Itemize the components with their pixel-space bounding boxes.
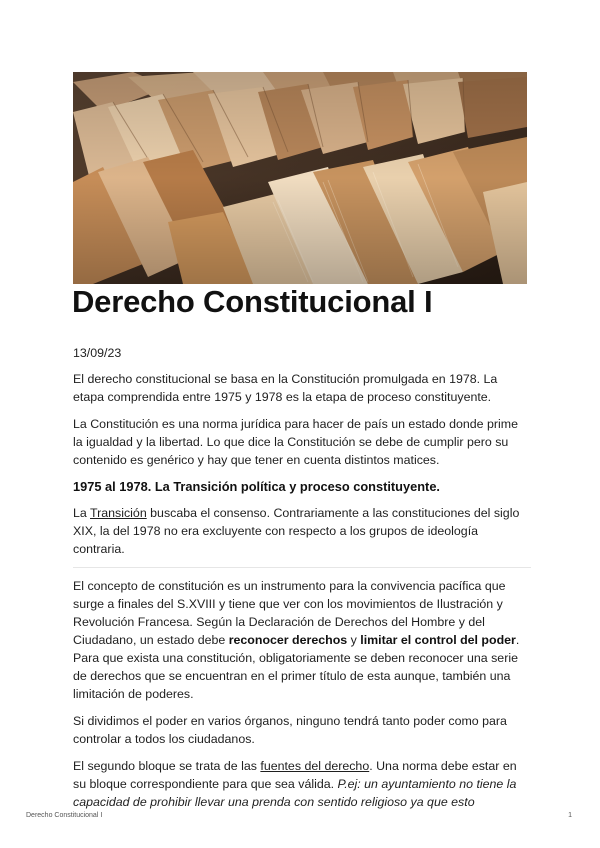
paragraph-transition <box>73 504 531 558</box>
paragraph-concept <box>73 577 531 703</box>
bold-limitar-poder: limitar el control del poder <box>360 633 516 647</box>
example-italic: P.ej: un ayuntamiento no tiene la capacidad de prohibir llevar una prenda con sentido religioso ya que esto <box>73 777 517 809</box>
paragraph-transition-start: La <box>73 506 91 520</box>
books-illustration <box>73 72 527 284</box>
paragraph-transition-end: buscaba el consenso. Contrariamente a las constituciones del siglo XIX, la del 1978 no era excluyente con respecto a los grupos de ideología contraria. <box>73 506 520 556</box>
page-footer <box>26 812 572 819</box>
paragraph-sources <box>73 757 531 811</box>
transicion-link[interactable]: Transición <box>90 506 147 520</box>
section-heading: 1975 al 1978. La Transición política y proceso constituyente. <box>73 479 440 494</box>
date-text: 13/09/23 <box>73 346 122 360</box>
bold-reconocer-derechos: reconocer derechos <box>228 633 348 647</box>
fuentes-derecho-link[interactable]: fuentes del derecho <box>260 759 370 773</box>
paragraph-sources-a: El segundo bloque se trata de las <box>73 759 261 773</box>
paragraph-constitution: La Constitución es una norma jurídica para hacer de país un estado donde prime la igualdad y la libertad. Lo que dice la Constitución se debe de cumplir pero su contenido es genérico y hay que tener en cuenta distintos matices. <box>73 417 518 467</box>
paragraph-power: Si dividimos el poder en varios órganos, ninguno tendrá tanto poder como para controlar a todos los ciudadanos. <box>73 714 507 746</box>
paragraph-concept-c: . Para que exista una constitución, obligatoriamente se deben reconocer una serie de derechos que se encuentran en el primer título de esta aunque, también una limitación de poderes. <box>73 633 520 701</box>
footer-title: Derecho Constitucional I <box>26 812 103 819</box>
paragraph-concept-a: El concepto de constitución es un instrumento para la convivencia pacífica que surge a finales del S.XVIII y tiene que ver con los movimientos de Ilustración y Revolución Francesa. Según la Declaración de Derechos del Hombre y del Ciudadano, un estado debe <box>73 579 506 647</box>
document-title: Derecho Constitucional I <box>72 284 433 319</box>
paragraph-intro: El derecho constitucional se basa en la Constitución promulgada en 1978. La etapa comprendida entre 1975 y 1978 es la etapa de proceso constituyente. <box>73 372 498 404</box>
cover-image-books <box>73 72 527 284</box>
paragraph-sources-b: . Una norma debe estar en su bloque correspondiente para que sea válida. <box>73 759 517 791</box>
page-number: 1 <box>568 812 572 819</box>
divider <box>73 567 531 568</box>
paragraph-concept-b: y <box>347 633 361 647</box>
document-body <box>73 344 531 820</box>
